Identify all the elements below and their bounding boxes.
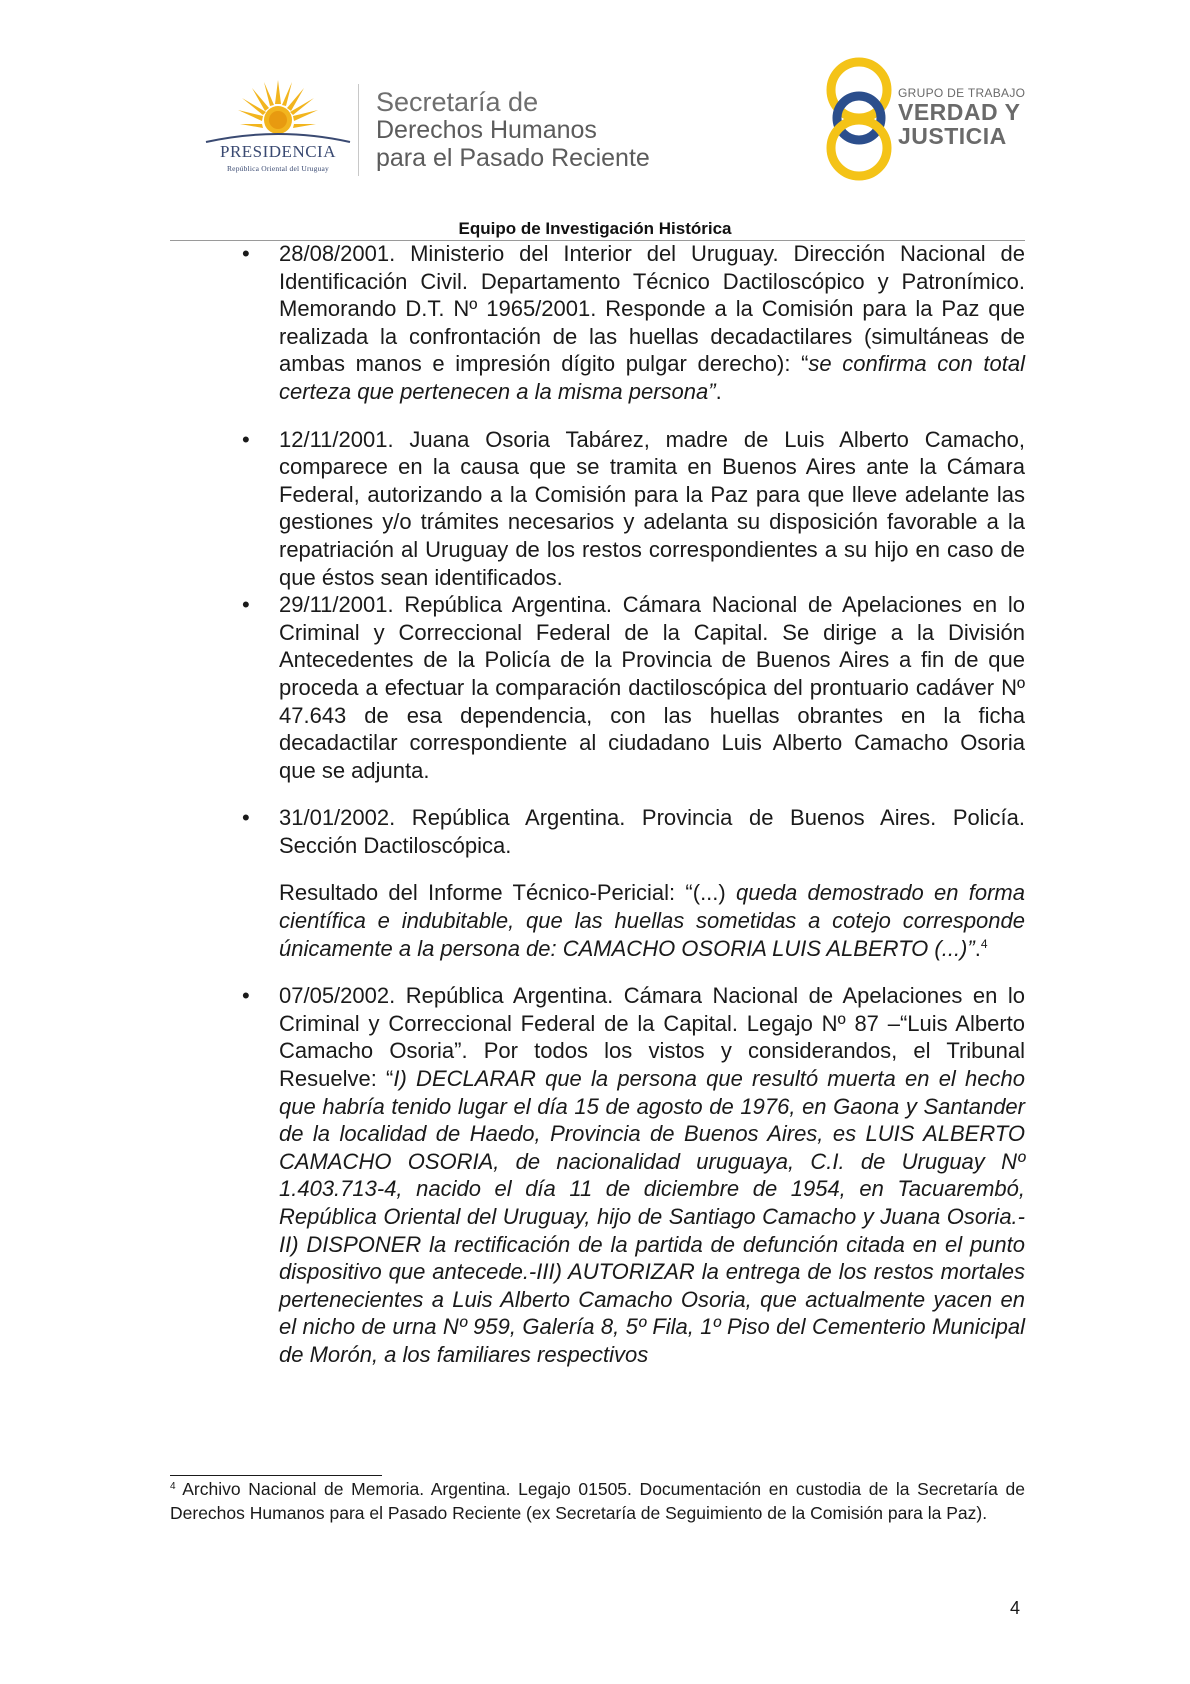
footnote-number: 4 [170,1481,176,1492]
sub-text: Resultado del Informe Técnico-Pericial: “(...) [279,880,737,906]
entry-tail: . [715,378,722,404]
footnote [170,1478,1025,1525]
secretaria-line-2: Derechos Humanos [376,116,597,144]
entry-text: 31/01/2002. República Argentina. Provincia de Buenos Aires. Policía. Sección Dactiloscópica. [279,805,1025,858]
entry-quote: I) DECLARAR que la persona que resultó muerta en el hecho que habría tenido lugar el día 15 de agosto de 1976, en Gaona y Santander de la localidad de Haedo, Provincia de Buenos Aires, es LUIS ALBERTO CAMACHO OSORIA, de nacionalidad uruguaya, C.I. de Uruguay Nº 1.403.713-4, nacido el día 11 de diciembre de 1954, en Tacuarembó, República Oriental del Uruguay, hijo de Santiago Camacho y Juana Osoria.- II) DISPONER la rectificación de la partida de defunción citada en el punto dispositivo que antecede.-III) AUTORIZAR la entrega de los restos mortales pertenecientes a Luis Alberto Camacho Osoria, que actualmente yacen en el nicho de urna Nº 959, Galería 8, 5º Fila, 1º Piso del Cementerio Municipal de Morón, a los familiares respectivos [279,1066,1025,1367]
presidencia-logo [198,78,358,178]
sub-tail: . [974,935,981,961]
presidencia-subtitle: República Oriental del Uruguay [226,164,329,173]
bullet: • [242,805,250,831]
list-item [170,426,1025,592]
secretaria-line-1: Secretaría de [376,87,539,117]
verdad-y-justicia-logo [822,56,1042,181]
entry-quote: se confirma con total certeza que pertenecen a la misma persona” [279,351,1025,404]
list-item [170,591,1025,784]
secretaria-logo-text [376,88,650,172]
gtvj-line-1: GRUPO DE TRABAJO [898,86,1026,100]
page-header [0,0,1190,238]
bullet: • [242,241,250,266]
document-body [170,240,1025,1369]
list-item [170,804,1025,859]
bullet: • [242,426,250,452]
gtvj-line-2: VERDAD Y [898,99,1021,125]
entry-text: 29/11/2001. República Argentina. Cámara Nacional de Apelaciones en lo Criminal y Correccional Federal de la Capital. Se dirige a la División Antecedentes de la Policía de la Provincia de Buenos Aires a fin de que proceda a efectuar la comparación dactiloscópica del prontuario cadáver Nº 47.643 de esa dependencia, con las huellas obrantes en la ficha decadactilar correspondiente al ciudadano Luis Alberto Camacho Osoria que se adjunta. [279,592,1025,783]
secretaria-line-3: para el Pasado Reciente [376,144,650,172]
footnote-text: Archivo Nacional de Memoria. Argentina. Legajo 01505. Documentación en custodia de la Secretaría de Derechos Humanos para el Pasado Reciente (ex Secretaría de Seguimiento de la Comisión para la Paz). [170,1479,1025,1523]
rings-icon [822,56,896,181]
entry-text: 07/05/2002. República Argentina. Cámara Nacional de Apelaciones en lo Criminal y Correccional Federal de la Capital. Legajo Nº 87 –“Luis Alberto Camacho Osoria”. Por todos los vistos y considerandos, el Tribunal Resuelve: “ [279,983,1025,1092]
bullet: • [242,592,250,618]
list-item [170,240,1025,406]
footnote-ref[interactable]: 4 [980,936,988,951]
list-item [170,982,1025,1368]
presidencia-name: PRESIDENCIA [219,142,336,161]
entry-text: 12/11/2001. Juana Osoria Tabárez, madre de Luis Alberto Camacho, comparece en la causa que se tramita en Buenos Aires ante la Cámara Federal, autorizando a la Comisión para la Paz para que lleve adelante las gestiones y/o trámites necesarios y adelanta su disposición favorable a la repatriación al Uruguay de los restos correspondientes a su hijo en caso de que éstos sean identificados. [279,426,1025,590]
gtvj-line-3: JUSTICIA [898,123,1007,149]
entry-sub-paragraph [170,879,1025,962]
gtvj-text [898,86,1025,148]
team-title: Equipo de Investigación Histórica [458,219,732,238]
page-number: 4 [1010,1598,1021,1618]
bullet: • [242,983,250,1009]
sub-quote: queda demostrado en forma científica e indubitable, que las huellas sometidas a cotejo corresponde únicamente a la persona de: CAMACHO OSORIA LUIS ALBERTO (...)” [279,880,1025,961]
footnote-rule [170,1475,382,1476]
logo-divider [358,84,359,176]
entry-text: 28/08/2001. Ministerio del Interior del Uruguay. Dirección Nacional de Identificación Civil. Departamento Técnico Dactiloscópico y Patronímico. Memorando D.T. Nº 1965/2001. Responde a la Comisión para la Paz que realizada la confrontación de las huellas decadactilares (simultáneas de ambas manos e impresión dígito pulgar derecho): “ [279,241,1025,377]
